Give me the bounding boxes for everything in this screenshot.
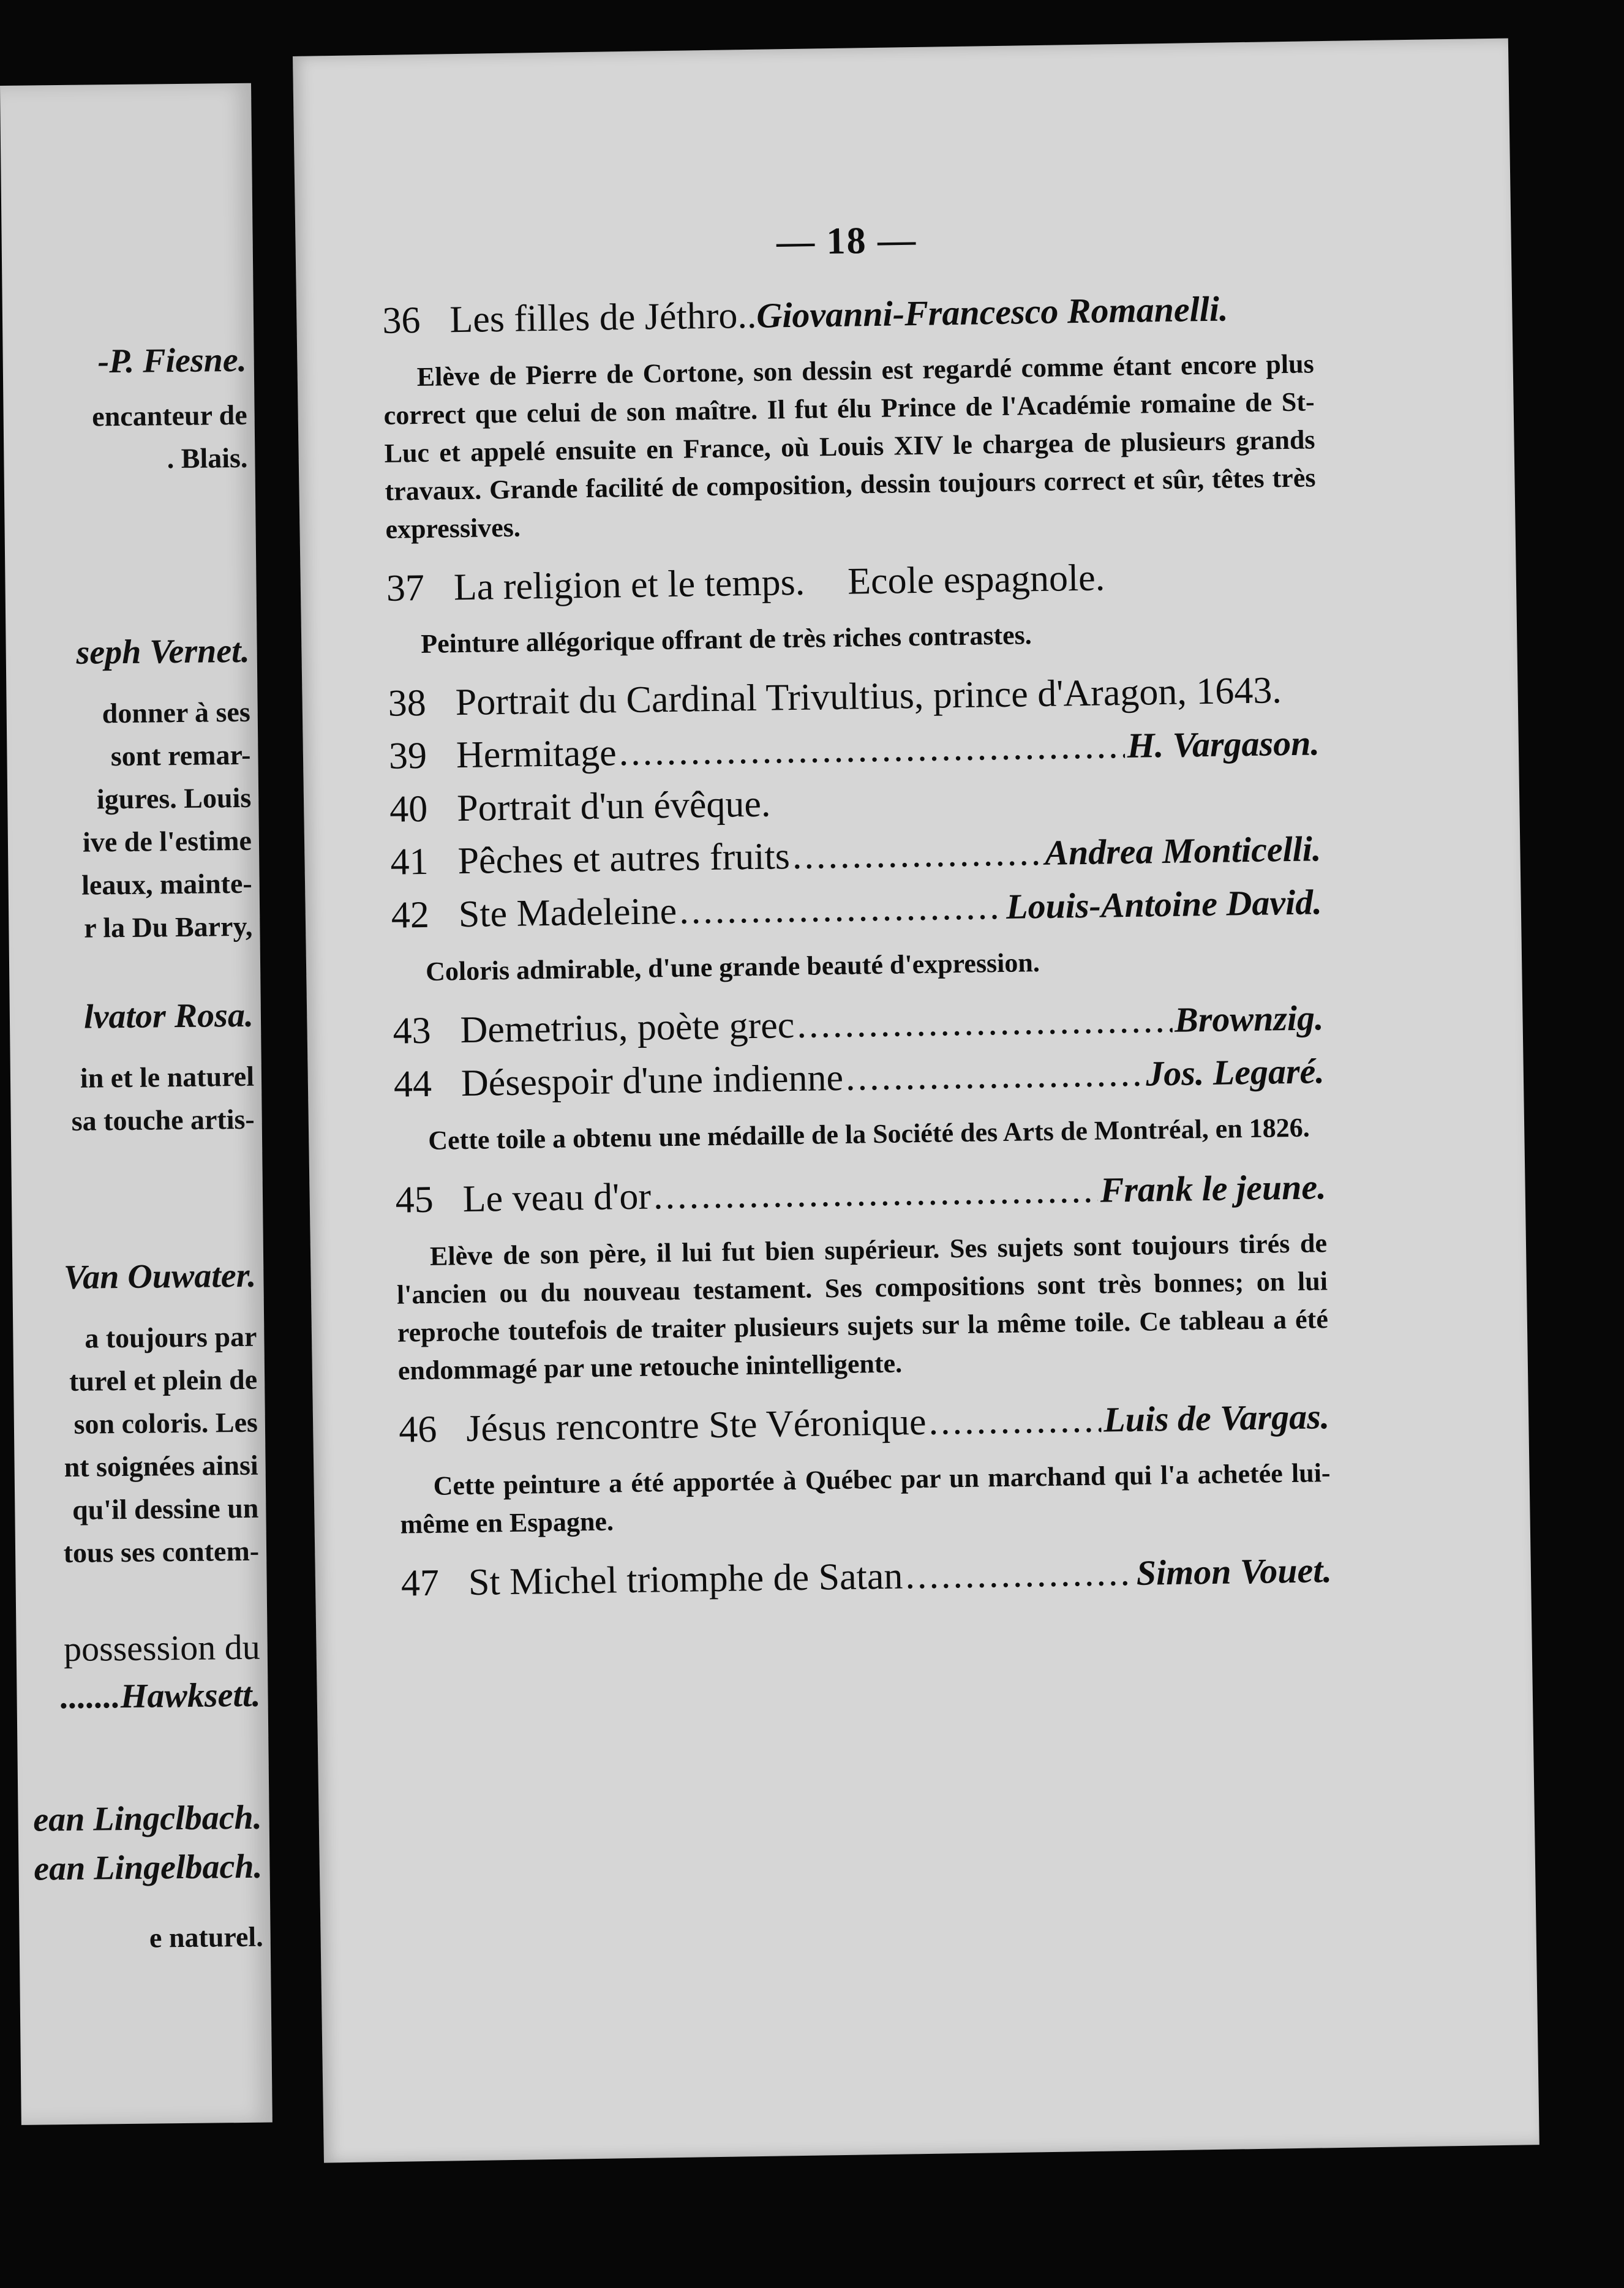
page-number: — 18 — bbox=[776, 219, 917, 263]
entry-number: 45 bbox=[395, 1178, 434, 1221]
leader-dots bbox=[797, 993, 1173, 1052]
catalogue-entry bbox=[386, 548, 1317, 615]
entry-note: Cette peinture a été apportée à Québec par un marchand qui l'a achetée lui-même en Espagne. bbox=[400, 1458, 1331, 1540]
leader-dots bbox=[928, 1393, 1102, 1448]
left-line: e naturel. bbox=[149, 1921, 263, 1954]
catalogue-entry bbox=[382, 280, 1314, 348]
entry-number: 46 bbox=[398, 1408, 437, 1451]
catalogue-page bbox=[293, 39, 1539, 2163]
left-line: ive de l'estime bbox=[82, 824, 252, 858]
entry-note: Elève de Pierre de Cortone, son dessin est regardé comme étant encore plus correct que celui de son maître. Il fut élu Prince de l'Académie romaine de St-Luc et appelé ensuite en France, où Louis XIV le chargea de plusieurs grands travaux. Grande facilité de composition, dessin toujours correct et sûr, têtes très expressives. bbox=[383, 348, 1316, 544]
entry-title: Demetrius, poète grec bbox=[460, 1004, 795, 1052]
entry-number: 39 bbox=[388, 734, 427, 777]
entry-artist: Jos. Legaré. bbox=[1145, 1051, 1325, 1094]
left-line: a toujours par bbox=[85, 1320, 257, 1354]
left-line: encanteur de bbox=[91, 399, 247, 432]
leader-dots bbox=[618, 719, 1125, 779]
entry-artist: Simon Vouet. bbox=[1136, 1550, 1333, 1593]
leader-dots bbox=[905, 1546, 1135, 1603]
entry-number: 47 bbox=[400, 1562, 440, 1605]
catalogue-entry bbox=[399, 1390, 1330, 1457]
left-line: . Blais. bbox=[167, 442, 248, 475]
entry-number: 36 bbox=[382, 299, 421, 342]
left-line: in et le naturel bbox=[80, 1060, 255, 1094]
catalogue-entry bbox=[400, 1543, 1332, 1611]
left-line: sont remar- bbox=[110, 739, 251, 772]
entry-number: 40 bbox=[389, 788, 428, 830]
entry-title: Pêches et autres fruits bbox=[457, 835, 791, 882]
entry-number: 42 bbox=[391, 894, 430, 936]
entry-artist: Brownzig. bbox=[1174, 998, 1324, 1040]
left-line: donner à ses bbox=[102, 696, 250, 729]
left-line: -P. Fiesne. bbox=[97, 341, 247, 381]
entry-title: Portrait du Cardinal Trivultius, prince d'Aragon, 1643. bbox=[455, 669, 1282, 724]
entry-number: 41 bbox=[390, 840, 429, 883]
leader-dots bbox=[792, 826, 1043, 882]
entry-note: Cette toile a obtenu une médaille de la Société des Arts de Montréal, en 1826. bbox=[427, 1112, 1310, 1156]
entry-title: La religion et le temps. bbox=[453, 561, 805, 609]
left-line: lvator Rosa. bbox=[83, 996, 254, 1036]
leader-dots bbox=[653, 1164, 1098, 1223]
entry-artist: Giovanni-Francesco Romanelli. bbox=[756, 288, 1228, 336]
entry-number: 44 bbox=[393, 1063, 432, 1105]
left-line: Van Ouwater. bbox=[63, 1256, 257, 1297]
left-line: igures. Louis bbox=[96, 781, 252, 815]
left-line: ean Lingelbach. bbox=[33, 1847, 263, 1888]
entry-number: 37 bbox=[386, 566, 425, 609]
entry-note: Peinture allégorique offrant de très riches contrastes. bbox=[420, 620, 1032, 659]
page-content bbox=[381, 213, 1332, 1610]
entry-title: Hermitage bbox=[456, 732, 617, 777]
entry-artist: Frank le jeune. bbox=[1100, 1167, 1327, 1210]
left-line: sa touche artis- bbox=[71, 1103, 255, 1137]
entry-title: Le veau d'or bbox=[462, 1175, 652, 1221]
left-line: possession du bbox=[63, 1627, 261, 1669]
entry-title: Portrait d'un évêque. bbox=[456, 783, 771, 830]
entry-number: 43 bbox=[393, 1009, 432, 1052]
entry-note: Coloris admirable, d'une grande beauté d'expression. bbox=[425, 947, 1040, 987]
entry-artist: Luis de Vargas. bbox=[1103, 1396, 1330, 1440]
previous-page-fragment bbox=[0, 83, 273, 2125]
entry-artist: H. Vargason. bbox=[1127, 723, 1320, 766]
left-line: turel et plein de bbox=[69, 1363, 258, 1397]
left-line: son coloris. Les bbox=[73, 1406, 258, 1440]
left-line: nt soignées ainsi bbox=[64, 1449, 258, 1483]
entry-number: 38 bbox=[388, 682, 427, 724]
catalogue-entry bbox=[395, 1160, 1326, 1227]
entry-title: St Michel triomphe de Satan bbox=[468, 1555, 903, 1604]
left-line: leaux, mainte- bbox=[81, 867, 252, 901]
entry-note: Elève de son père, il lui fut bien supérieur. Ses sujets sont toujours tirés de l'ancien ou du nouveau testament. Ses compositions sont très bonnes; on lui reproche toutefois de traiter plusieurs sujets sur la même toile. Ce tableau a été endommagé par une retouche inintelligente. bbox=[396, 1228, 1329, 1386]
left-line: tous ses contem- bbox=[63, 1535, 260, 1569]
entry-school: Ecole espagnole. bbox=[847, 557, 1105, 603]
left-line: .......Hawksett. bbox=[60, 1676, 261, 1717]
entry-artist: Andrea Monticelli. bbox=[1044, 829, 1321, 873]
left-line: qu'il dessine un bbox=[72, 1492, 259, 1526]
entry-artist: Louis-Antoine David. bbox=[1006, 882, 1323, 927]
entry-title: Désespoir d'une indienne bbox=[461, 1056, 844, 1105]
entry-title: Jésus rencontre Ste Véronique bbox=[465, 1401, 927, 1450]
left-line: r la Du Barry, bbox=[83, 910, 253, 944]
left-line: seph Vernet. bbox=[76, 631, 250, 672]
entry-title: Les filles de Jéthro.. bbox=[449, 294, 757, 341]
leader-dots bbox=[679, 880, 1004, 938]
entry-title: Ste Madeleine bbox=[458, 890, 677, 936]
leader-dots bbox=[845, 1047, 1144, 1104]
left-line: ean Lingclbach. bbox=[33, 1798, 262, 1839]
